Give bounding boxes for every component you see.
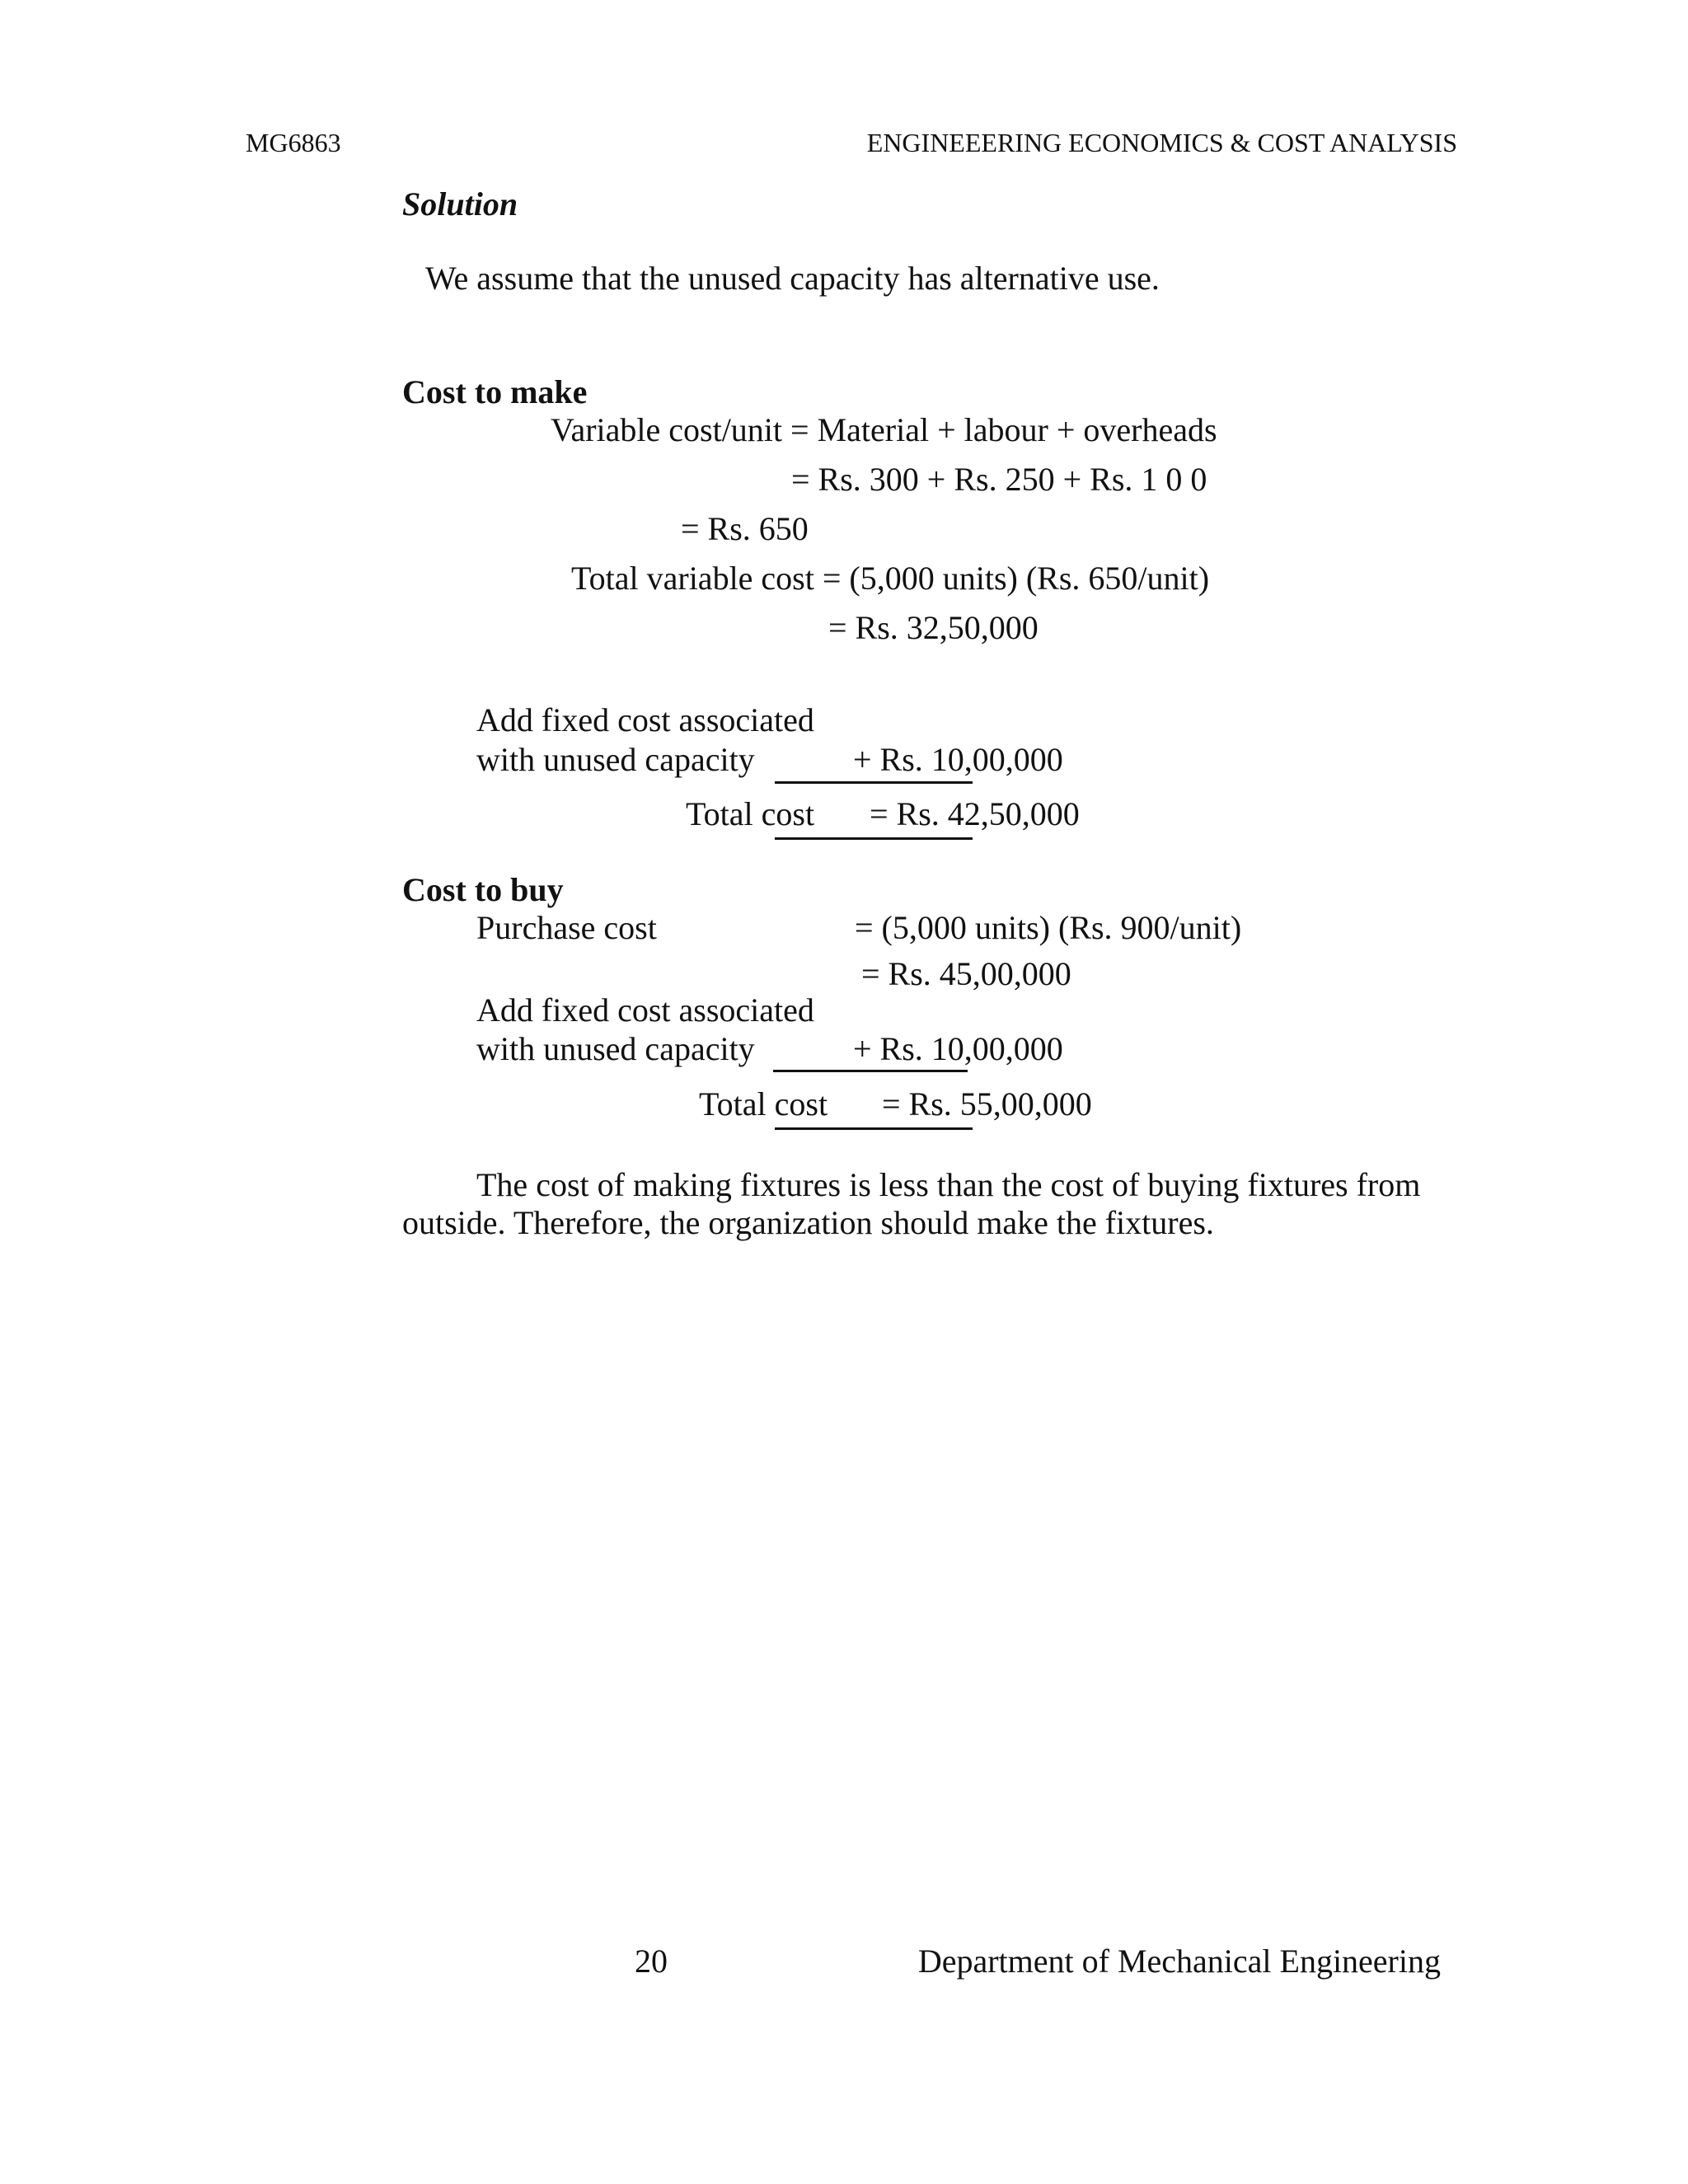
- make-fixed-cost-value: + Rs. 10,00,000: [853, 741, 1063, 778]
- buy-total-value: = Rs. 55,00,000: [882, 1085, 1092, 1122]
- buy-fixed-cost-value: + Rs. 10,00,000: [853, 1030, 1063, 1067]
- make-total-rule: [775, 837, 973, 840]
- make-total-value: = Rs. 42,50,000: [870, 795, 1080, 832]
- make-fixed-cost-label-1: Add fixed cost associated: [476, 701, 814, 738]
- make-fixed-cost-label-2: with unused capacity: [476, 741, 755, 778]
- buy-fixed-cost-label-1: Add fixed cost associated: [476, 991, 814, 1029]
- course-title: ENGINEEERING ECONOMICS & COST ANALYSIS: [866, 128, 1457, 157]
- page-number: 20: [635, 1943, 668, 1980]
- assumption-text: We assume that the unused capacity has alternative use.: [425, 260, 1160, 297]
- cost-to-buy-heading: Cost to buy: [402, 871, 564, 908]
- department-name: Department of Mechanical Engineering: [917, 1943, 1441, 1980]
- total-variable-result: = Rs. 32,50,000: [828, 609, 1039, 646]
- variable-cost-result: = Rs. 650: [681, 510, 809, 547]
- variable-cost-line: Variable cost/unit = Material + labour + overheads: [551, 411, 1217, 448]
- buy-fixed-cost-label-2: with unused capacity: [476, 1030, 755, 1067]
- buy-total-label: Total cost: [699, 1085, 828, 1122]
- course-code: MG6863: [246, 128, 341, 157]
- total-variable-line: Total variable cost = (5,000 units) (Rs. 650/unit): [571, 560, 1210, 597]
- make-total-label: Total cost: [686, 795, 815, 832]
- purchase-cost-formula: = (5,000 units) (Rs. 900/unit): [855, 909, 1242, 946]
- solution-heading: Solution: [402, 185, 518, 223]
- conclusion-line-2: outside. Therefore, the organization should make the fixtures.: [402, 1204, 1214, 1241]
- conclusion-line-1: The cost of making fixtures is less than the cost of buying fixtures from: [476, 1166, 1421, 1203]
- variable-cost-values: = Rs. 300 + Rs. 250 + Rs. 1 0 0: [791, 461, 1207, 498]
- make-subtotal-rule: [775, 781, 973, 784]
- purchase-cost-result: = Rs. 45,00,000: [861, 955, 1071, 992]
- buy-total-rule: [775, 1127, 973, 1130]
- cost-to-make-heading: Cost to make: [402, 373, 588, 410]
- buy-subtotal-rule: [773, 1070, 968, 1072]
- purchase-cost-label: Purchase cost: [476, 909, 657, 946]
